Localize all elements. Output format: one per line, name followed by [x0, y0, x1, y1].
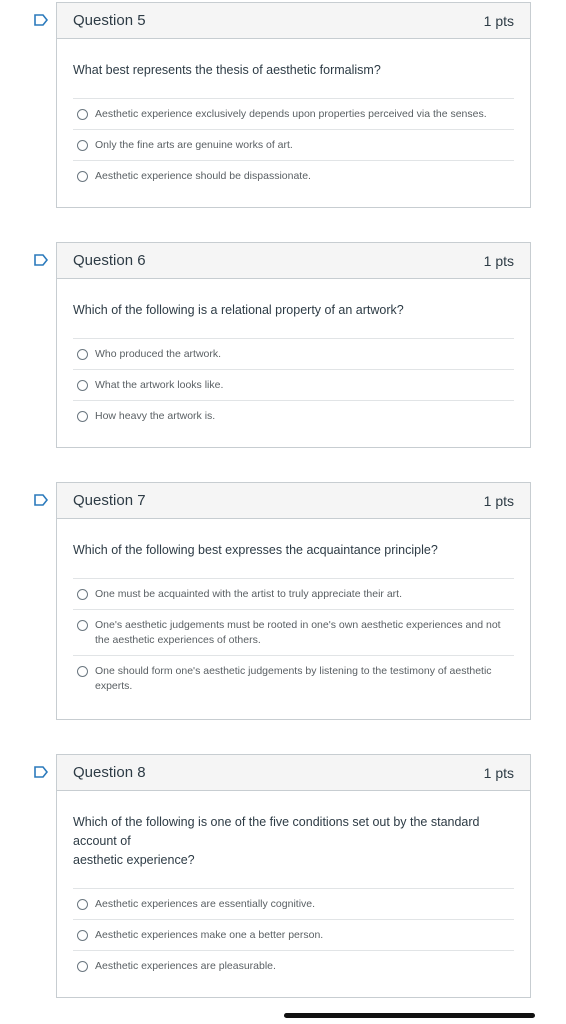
answer-option[interactable]	[73, 401, 514, 431]
question-header	[57, 483, 530, 519]
radio-unselected-icon[interactable]	[77, 140, 88, 151]
answer-option[interactable]	[73, 370, 514, 401]
question-text: Which of the following is a relational property of an artwork?	[73, 303, 404, 317]
question-8	[56, 754, 531, 998]
answer-label: One's aesthetic judgements must be rooted in one's own aesthetic experiences and not the aesthetic experiences of others.	[95, 619, 501, 646]
question-header	[57, 3, 530, 39]
answer-list	[73, 578, 514, 701]
answer-option[interactable]	[73, 161, 514, 191]
question-7	[56, 482, 531, 720]
question-title: Question 5	[73, 12, 146, 29]
answer-option[interactable]	[73, 920, 514, 951]
question-text: Which of the following best expresses the acquaintance principle?	[73, 543, 438, 557]
answer-label: Who produced the artwork.	[95, 348, 222, 360]
question-points: 1 pts	[483, 12, 514, 29]
question-text: What best represents the thesis of aesthetic formalism?	[73, 63, 381, 77]
flag-question-7-icon[interactable]	[34, 494, 48, 506]
radio-unselected-icon[interactable]	[77, 109, 88, 120]
question-points: 1 pts	[483, 252, 514, 269]
question-title: Question 8	[73, 764, 146, 781]
question-text: Which of the following is one of the five conditions set out by the standard account of aesthetic experience?	[73, 815, 480, 867]
answer-option[interactable]	[73, 579, 514, 610]
answer-option[interactable]	[73, 656, 514, 701]
answer-label: Aesthetic experience should be dispassionate.	[95, 170, 311, 182]
answer-option[interactable]	[73, 610, 514, 656]
radio-unselected-icon[interactable]	[77, 666, 88, 677]
question-title: Question 6	[73, 252, 146, 269]
answer-list	[73, 98, 514, 191]
question-points: 1 pts	[483, 492, 514, 509]
answer-option[interactable]	[73, 99, 514, 130]
flag-question-6-icon[interactable]	[34, 254, 48, 266]
radio-unselected-icon[interactable]	[77, 930, 88, 941]
flag-question-5-icon[interactable]	[34, 14, 48, 26]
question-header	[57, 243, 530, 279]
question-title: Question 7	[73, 492, 146, 509]
answer-option[interactable]	[73, 951, 514, 981]
answer-label: Only the fine arts are genuine works of art.	[95, 139, 293, 151]
radio-unselected-icon[interactable]	[77, 589, 88, 600]
radio-unselected-icon[interactable]	[77, 349, 88, 360]
radio-unselected-icon[interactable]	[77, 961, 88, 972]
question-5	[56, 2, 531, 208]
answer-option[interactable]	[73, 889, 514, 920]
question-header	[57, 755, 530, 791]
answer-option[interactable]	[73, 339, 514, 370]
answer-label: One should form one's aesthetic judgements by listening to the testimony of aesthetic experts.	[95, 665, 492, 692]
radio-unselected-icon[interactable]	[77, 899, 88, 910]
answer-label: Aesthetic experience exclusively depends upon properties perceived via the senses.	[95, 108, 487, 120]
answer-label: How heavy the artwork is.	[95, 410, 216, 422]
radio-unselected-icon[interactable]	[77, 620, 88, 631]
radio-unselected-icon[interactable]	[77, 411, 88, 422]
home-indicator	[284, 1013, 535, 1018]
flag-question-8-icon[interactable]	[34, 766, 48, 778]
answer-list	[73, 338, 514, 431]
radio-unselected-icon[interactable]	[77, 171, 88, 182]
answer-label: What the artwork looks like.	[95, 379, 224, 391]
question-6	[56, 242, 531, 448]
answer-option[interactable]	[73, 130, 514, 161]
answer-label: Aesthetic experiences make one a better person.	[95, 929, 324, 941]
radio-unselected-icon[interactable]	[77, 380, 88, 391]
answer-list	[73, 888, 514, 981]
answer-label: Aesthetic experiences are pleasurable.	[95, 960, 276, 972]
answer-label: One must be acquainted with the artist to truly appreciate their art.	[95, 588, 402, 600]
question-points: 1 pts	[483, 764, 514, 781]
answer-label: Aesthetic experiences are essentially cognitive.	[95, 898, 316, 910]
